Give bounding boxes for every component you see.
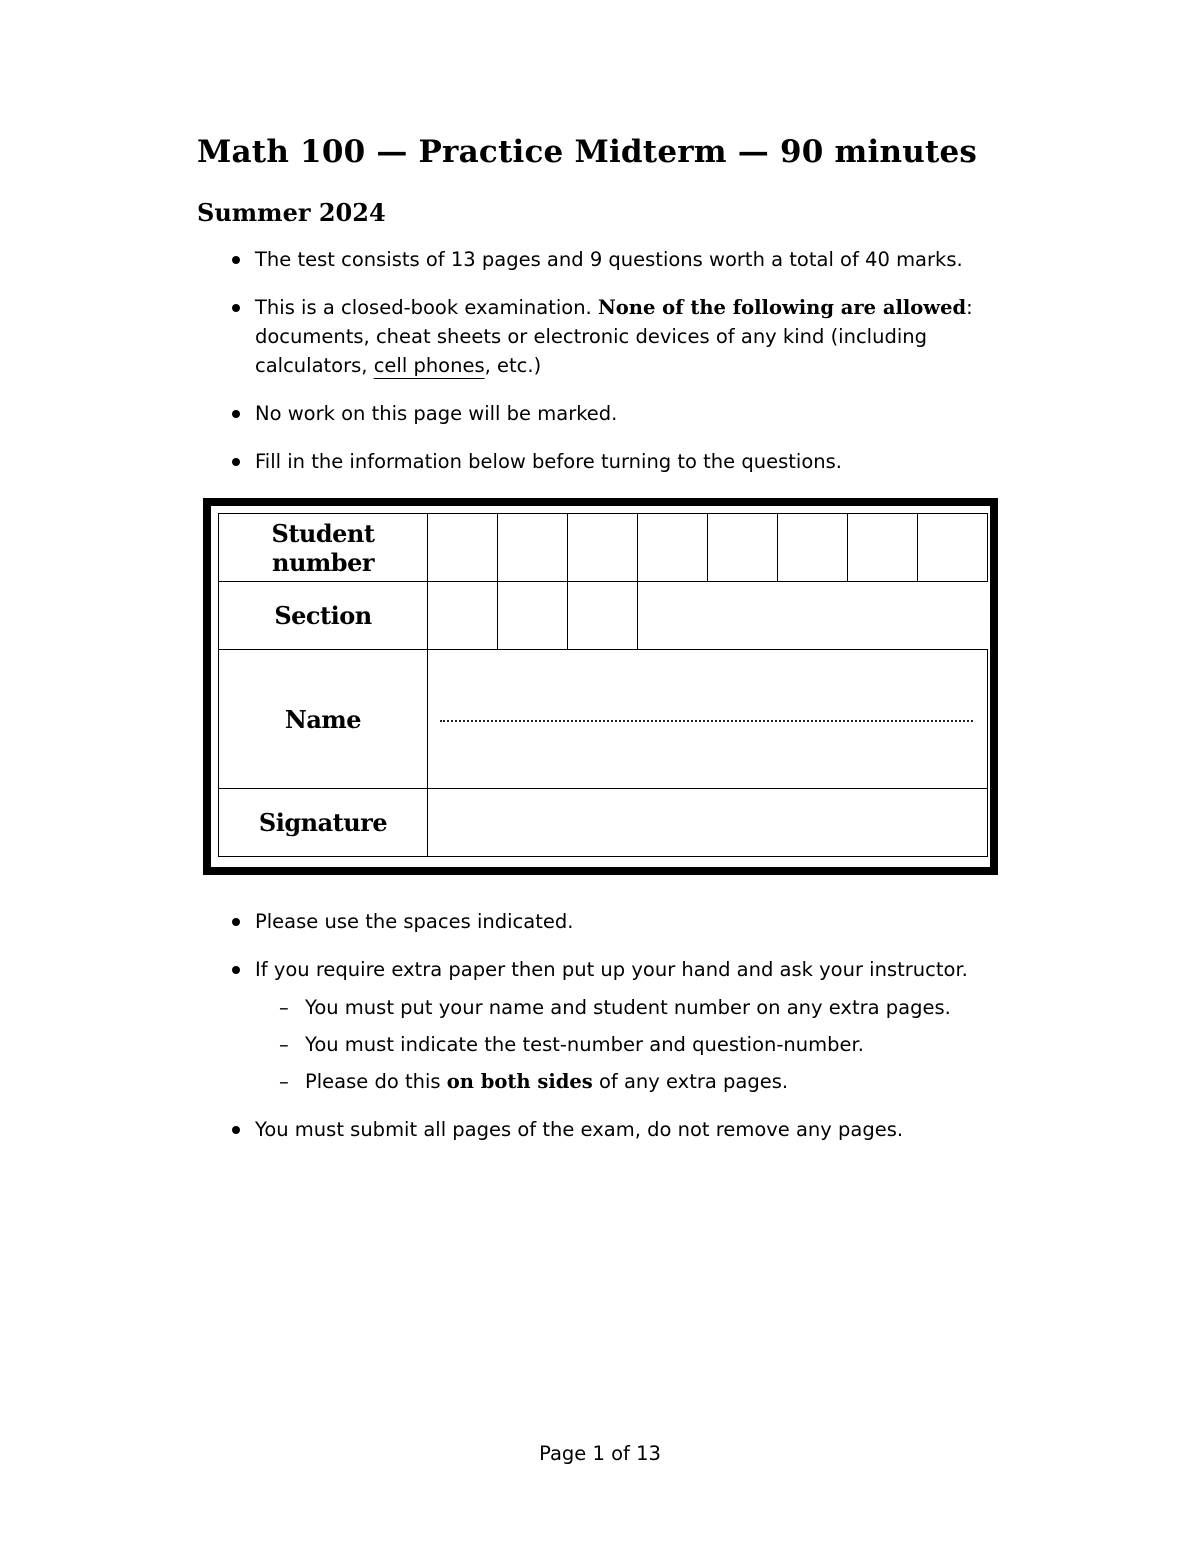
sub-instruction-item: – You must put your name and student number on any extra pages. — [255, 993, 1020, 1022]
section-digit-box[interactable] — [568, 582, 638, 650]
exam-term: Summer 2024 — [197, 198, 386, 227]
name-dotted-line — [440, 716, 973, 722]
section-digit-box[interactable] — [498, 582, 568, 650]
extra-paper-sublist — [255, 993, 1020, 1096]
instruction-item: No work on this page will be marked. — [200, 399, 1020, 428]
section-digit-box[interactable] — [428, 582, 498, 650]
signature-field[interactable] — [428, 789, 988, 857]
underlined-text: cell phones — [373, 354, 485, 377]
instructions-list — [200, 245, 1020, 495]
name-label: Name — [219, 650, 428, 789]
student-number-digit-box[interactable] — [638, 514, 708, 582]
instruction-item: You must submit all pages of the exam, do not remove any pages. — [200, 1115, 1020, 1144]
instruction-item: If you require extra paper then put up your hand and ask your instructor. – You must put your name and student number on any extra pages. – You must indicate the test-number and question-number. – Please do this on both sides of any extra pages. — [200, 955, 1020, 1096]
instruction-item: Fill in the information below before turning to the questions. — [200, 447, 1020, 476]
signature-label: Signature — [219, 789, 428, 857]
sub-instruction-item: – You must indicate the test-number and question-number. — [255, 1030, 1020, 1059]
student-number-digit-box[interactable] — [778, 514, 848, 582]
student-number-digit-box[interactable] — [848, 514, 918, 582]
section-blank-area — [638, 582, 988, 650]
name-row — [219, 650, 988, 789]
student-number-digit-box[interactable] — [918, 514, 988, 582]
signature-row — [219, 789, 988, 857]
student-number-digit-box[interactable] — [708, 514, 778, 582]
exam-title: Math 100 — Practice Midterm — 90 minutes — [197, 134, 978, 170]
student-number-digit-box[interactable] — [568, 514, 638, 582]
instructions-list-bottom — [200, 907, 1020, 1163]
instruction-emphasis: None of the following are allowed — [597, 296, 967, 319]
section-row — [219, 582, 988, 650]
section-label: Section — [219, 582, 428, 650]
instruction-item: The test consists of 13 pages and 9 questions worth a total of 40 marks. — [200, 245, 1020, 274]
name-field[interactable] — [428, 650, 988, 789]
student-number-row — [219, 514, 988, 582]
instruction-item: This is a closed-book examination. None of the following are allowed: documents, cheat sheets or electronic devices of any kind (including calculators, cell phones, etc.) — [200, 293, 1020, 380]
instruction-item: Please use the spaces indicated. — [200, 907, 1020, 936]
instruction-emphasis: on both sides — [446, 1070, 593, 1093]
student-number-digit-box[interactable] — [428, 514, 498, 582]
student-number-digit-box[interactable] — [498, 514, 568, 582]
student-number-label: Student number — [219, 514, 428, 582]
page-number: Page 1 of 13 — [539, 1442, 661, 1465]
student-info-form — [218, 513, 988, 857]
sub-instruction-item: – Please do this on both sides of any extra pages. — [255, 1067, 1020, 1096]
